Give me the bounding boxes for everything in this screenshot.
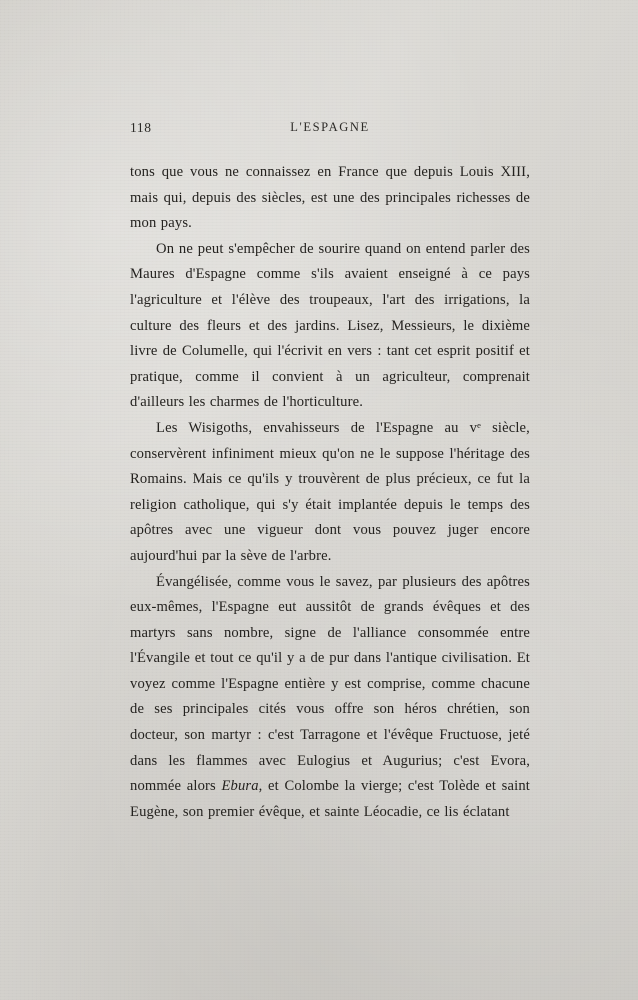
paragraph-2: On ne peut s'empêcher de sourire quand on entend parler des Maures d'Espagne comme s'ils avaient enseigné à ce pays l'agriculture et l'élève des troupeaux, l'art des irrigations, la culture des fleurs et des jardins. Lisez, Messieurs, le dixième livre de Columelle, qui l'écrivit en vers : tant cet esprit positif et pratique, comme il convient à un agriculteur, comprenait d'ailleurs les charmes de l'horticulture. — [130, 240, 530, 411]
page-number: 118 — [130, 120, 152, 135]
place-name-italic: Ebura — [221, 778, 259, 795]
page-header — [130, 120, 530, 146]
page-text-block — [130, 120, 530, 825]
paragraph-1: tons que vous ne connaissez en France que depuis Louis XIII, mais qui, depuis des siècles, est une des principales richesses de mon pays. — [130, 164, 530, 232]
paragraph-4 — [130, 570, 530, 826]
paragraph-3: Les Wisigoths, envahisseurs de l'Espagne au vᵉ siècle, conservèrent infiniment mieux qu'on ne le suppose l'héritage des Romains. Mais ce qu'ils y trouvèrent de plus précieux, ce fut la religion catholique, qui s'y était implantée depuis le temps des apôtres avec une vigueur dont vous pouvez juger encore aujourd'hui par la sève de l'arbre. — [130, 419, 530, 564]
paragraph-4-part-2: , et Colombe la vierge; c'est Tolède et saint Eugène, son premier évêque, et sainte Léocadie, ce lis éclatant — [130, 778, 530, 820]
running-head: L'ESPAGNE — [290, 120, 370, 134]
paragraph-4-part-1: Évangélisée, comme vous le savez, par plusieurs des apôtres eux-mêmes, l'Espagne eut aussitôt de grands évêques et des martyrs sans nombre, signe de l'alliance consommée entre l'Évangile et tout ce qu'il y a de pur dans l'antique civilisation. Et voyez comme l'Espagne entière y est comprise, comme chacune de ses principales cités vous offre son héros chrétien, son docteur, son martyr : c'est Tarragone et l'évêque Fructuose, jeté dans les flammes avec Eulogius et Augurius; c'est Evora, nommée alors — [130, 573, 530, 795]
